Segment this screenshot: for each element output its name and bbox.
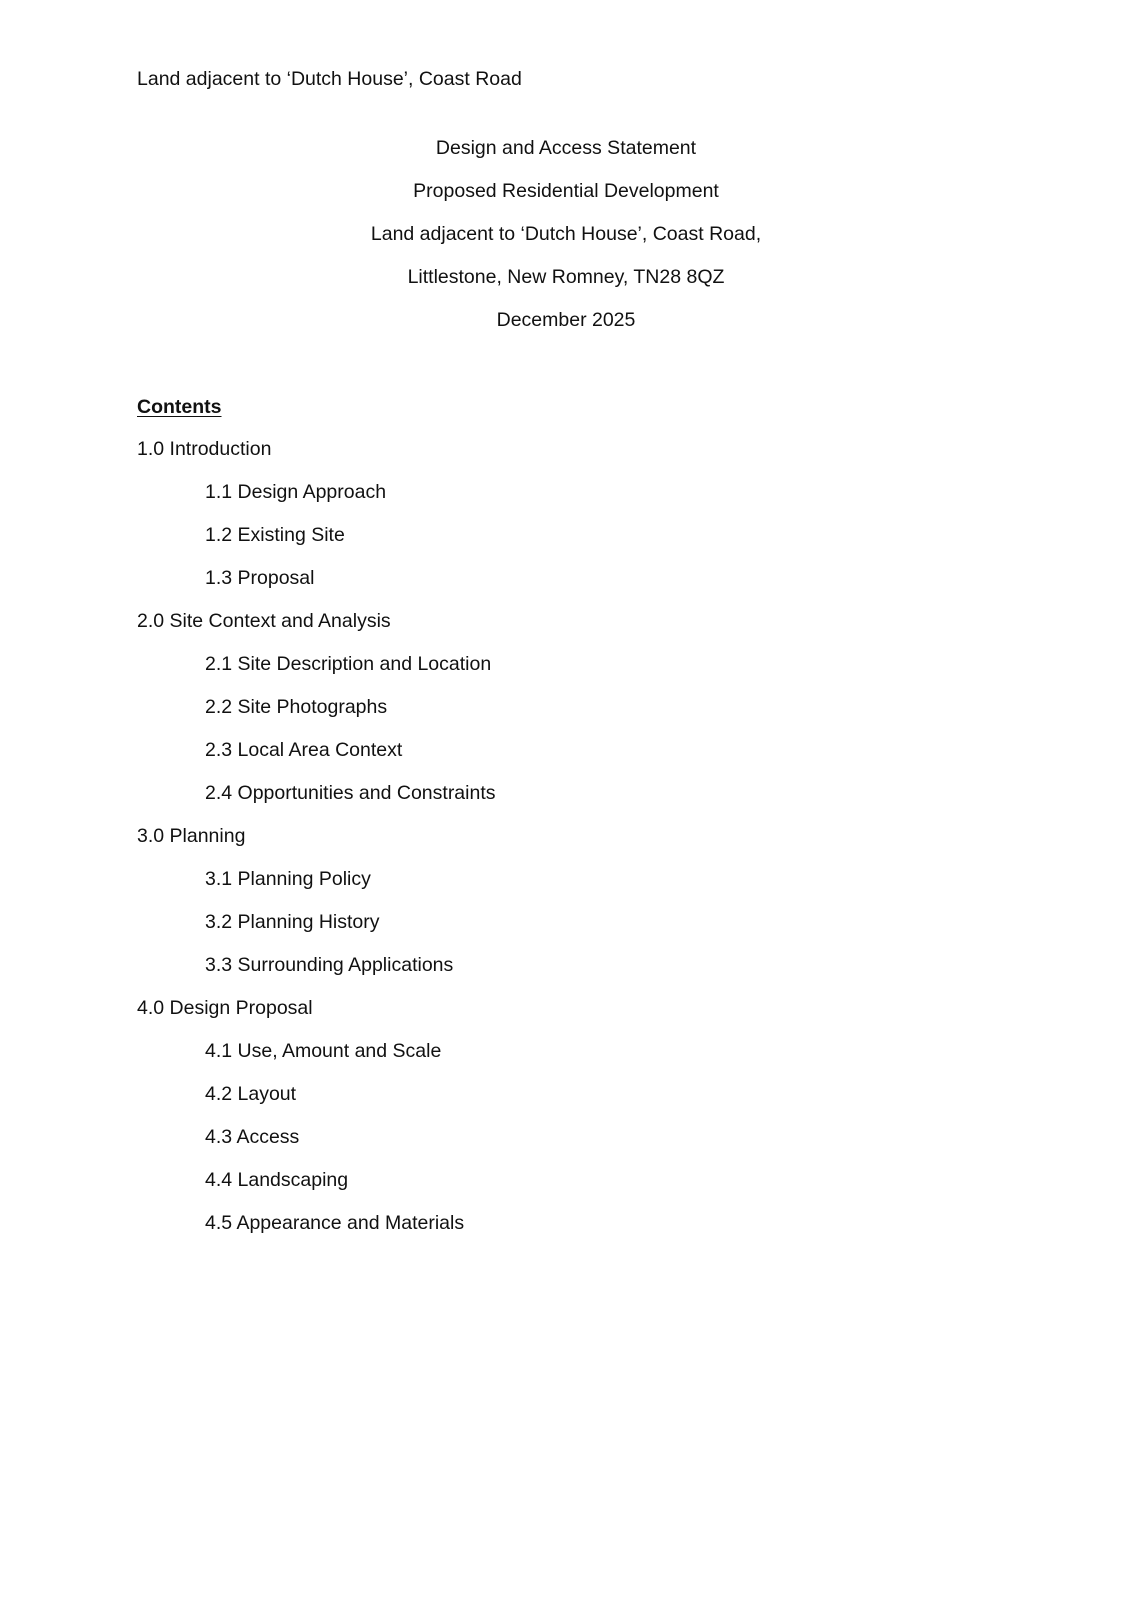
toc-subsection: 2.2 Site Photographs — [205, 696, 388, 718]
toc-subsection: 2.1 Site Description and Location — [205, 653, 492, 675]
toc-subsection: 1.3 Proposal — [205, 567, 315, 589]
table-of-contents — [137, 436, 496, 1253]
toc-subsection: 3.3 Surrounding Applications — [205, 954, 454, 976]
toc-subsection: 2.3 Local Area Context — [205, 739, 403, 761]
site-address-line-2: Littlestone, New Romney, TN28 8QZ — [407, 266, 725, 288]
toc-subsection: 1.2 Existing Site — [205, 524, 345, 546]
toc-section: 4.0 Design Proposal — [137, 997, 313, 1019]
contents-heading: Contents — [137, 396, 222, 418]
toc-subsection: 3.1 Planning Policy — [205, 868, 371, 890]
toc-subsection: 4.5 Appearance and Materials — [205, 1212, 465, 1234]
toc-section: 2.0 Site Context and Analysis — [137, 610, 391, 632]
toc-subsection: 2.4 Opportunities and Constraints — [205, 782, 496, 804]
document-subtitle: Proposed Residential Development — [413, 180, 719, 202]
toc-subsection: 4.2 Layout — [205, 1083, 297, 1105]
toc-section: 1.0 Introduction — [137, 438, 272, 460]
toc-subsection: 3.2 Planning History — [205, 911, 380, 933]
toc-subsection: 4.4 Landscaping — [205, 1169, 349, 1191]
toc-subsection: 4.1 Use, Amount and Scale — [205, 1040, 442, 1062]
document-date: December 2025 — [496, 309, 636, 331]
document-title: Design and Access Statement — [435, 137, 697, 159]
title-block — [0, 135, 1132, 350]
running-header: Land adjacent to ‘Dutch House’, Coast Road — [137, 68, 522, 90]
toc-subsection: 1.1 Design Approach — [205, 481, 387, 503]
site-address-line-1: Land adjacent to ‘Dutch House’, Coast Road, — [370, 223, 762, 245]
toc-subsection: 4.3 Access — [205, 1126, 300, 1148]
toc-section: 3.0 Planning — [137, 825, 246, 847]
